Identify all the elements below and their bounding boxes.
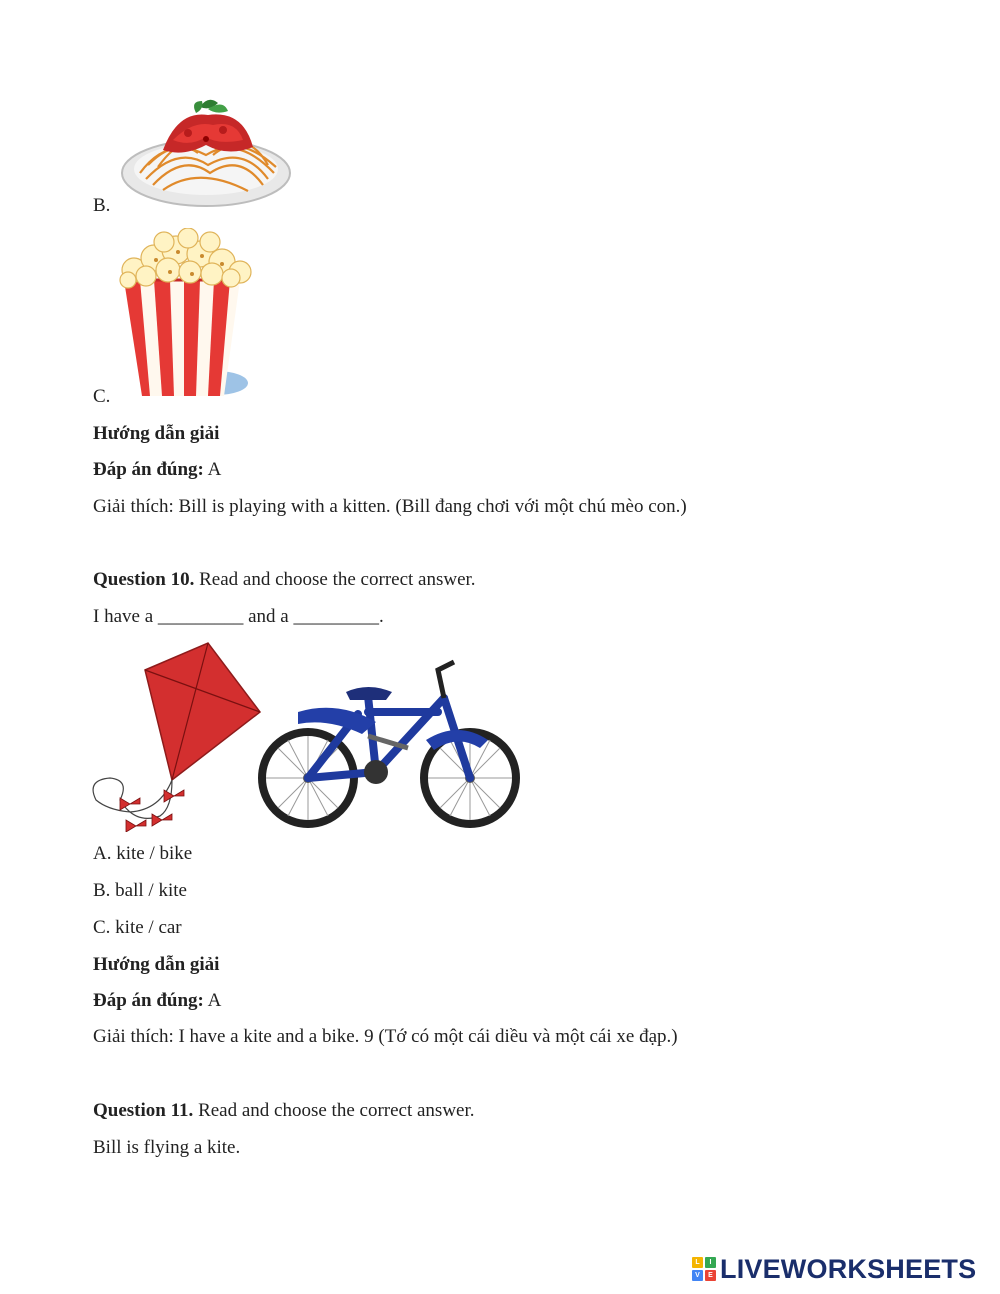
q10-answer-label: Đáp án đúng: (93, 990, 204, 1011)
liveworksheets-logo-text: LIVEWORKSHEETS (720, 1253, 977, 1284)
q10-explanation: Giải thích: I have a kite and a bike. 9 (Tớ có một cái diều và một cái xe đạp.) (93, 1026, 678, 1047)
q9-answer-label: Đáp án đúng: (93, 459, 204, 480)
logo-badge-i: I (705, 1257, 716, 1268)
logo-badge-v: V (692, 1270, 703, 1281)
q10-option-a[interactable]: A. kite / bike (93, 843, 193, 864)
popcorn-image (116, 228, 256, 400)
q10-answer-value: A (203, 990, 222, 1011)
q10-number: Question 10. (93, 569, 195, 590)
q10-option-b[interactable]: B. ball / kite (93, 880, 187, 901)
bike-image (258, 652, 520, 832)
q10-option-c[interactable]: C. kite / car (93, 917, 182, 938)
q11-number: Question 11. (93, 1100, 194, 1121)
q11-title (93, 1099, 475, 1123)
q9-explanation: Giải thích: Bill is playing with a kitten. (Bill đang chơi với một chú mèo con.) (93, 496, 687, 517)
q10-answer (93, 989, 221, 1013)
liveworksheets-logo-icon (692, 1257, 716, 1281)
q11-sentence: Bill is flying a kite. (93, 1137, 241, 1158)
q9-answer (93, 458, 221, 482)
liveworksheets-logo (692, 1252, 976, 1286)
q10-solution-heading: Hướng dẫn giải (93, 954, 220, 975)
q10-prompt: Read and choose the correct answer. (194, 569, 476, 590)
q10-sentence: I have a _________ and a _________. (93, 606, 384, 627)
q9-answer-value: A (203, 459, 222, 480)
kite-image (90, 640, 262, 832)
logo-badge-e: E (705, 1270, 716, 1281)
logo-badge-l: L (692, 1257, 703, 1268)
q10-title (93, 568, 476, 592)
option-c-label: C. (93, 386, 111, 407)
q11-prompt: Read and choose the correct answer. (193, 1100, 475, 1121)
spaghetti-image (118, 95, 293, 213)
q9-solution-heading: Hướng dẫn giải (93, 423, 220, 444)
option-b-label: B. (93, 195, 111, 216)
